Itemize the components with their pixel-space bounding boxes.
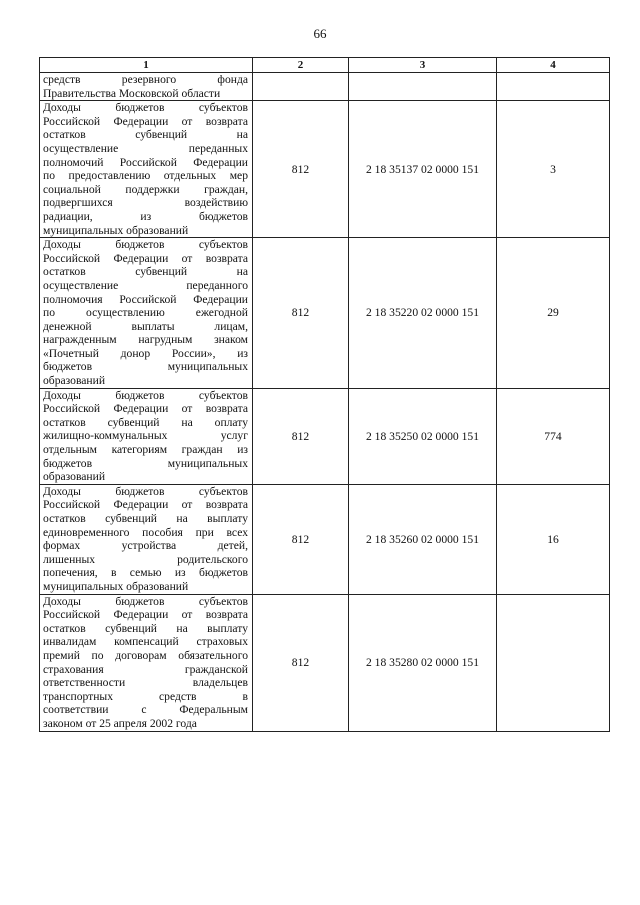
column-header-2: 2 bbox=[253, 58, 349, 73]
description-line: муниципальных образований bbox=[43, 579, 189, 593]
description-line: по предоставлению отдельных мер bbox=[43, 169, 248, 183]
description-line: лишенных родительского bbox=[43, 552, 248, 566]
description-line: соответствии с Федеральным bbox=[43, 703, 248, 717]
description-line: Российской Федерации от возврата bbox=[43, 608, 248, 622]
description-line: «Почетный донор России», из bbox=[43, 346, 248, 360]
description-line: жилищно-коммунальных услуг bbox=[43, 429, 248, 443]
column-header-1: 1 bbox=[40, 58, 253, 73]
description-line: награжденным нагрудным знаком bbox=[43, 333, 248, 347]
description-line: по осуществлению ежегодной bbox=[43, 306, 248, 320]
admin-code-cell: 812 bbox=[253, 594, 349, 731]
income-description-cell bbox=[40, 388, 253, 484]
table-body bbox=[40, 73, 610, 732]
table-row bbox=[40, 594, 610, 731]
income-code-cell: 2 18 35280 02 0000 151 bbox=[349, 594, 497, 731]
description-line: законом от 25 апреля 2002 года bbox=[43, 716, 197, 730]
description-line: денежной выплаты лицам, bbox=[43, 319, 248, 333]
income-code-cell: 2 18 35220 02 0000 151 bbox=[349, 238, 497, 389]
income-code-cell: 2 18 35137 02 0000 151 bbox=[349, 101, 497, 238]
income-code-cell: 2 18 35260 02 0000 151 bbox=[349, 484, 497, 594]
description-line: остатков субвенций на выплату bbox=[43, 621, 248, 635]
table-row bbox=[40, 484, 610, 594]
income-description-cell bbox=[40, 101, 253, 238]
description-line: средств резервного фонда bbox=[43, 73, 248, 86]
income-code-cell: 2 18 35250 02 0000 151 bbox=[349, 388, 497, 484]
description-line: бюджетов муниципальных bbox=[43, 360, 248, 374]
description-line: полномочия Российской Федерации bbox=[43, 292, 248, 306]
description-line: формах устройства детей, bbox=[43, 539, 248, 553]
amount-cell: 29 bbox=[497, 238, 610, 389]
description-line: Российской Федерации от возврата bbox=[43, 498, 248, 512]
description-line: Доходы бюджетов субъектов bbox=[43, 484, 248, 498]
description-line: подвергшихся воздействию bbox=[43, 196, 248, 210]
description-line: осуществление переданного bbox=[43, 278, 248, 292]
description-line: Доходы бюджетов субъектов bbox=[43, 594, 248, 608]
column-header-3: 3 bbox=[349, 58, 497, 73]
description-line: радиации, из бюджетов bbox=[43, 209, 248, 223]
description-line: попечения, в семью из бюджетов bbox=[43, 566, 248, 580]
description-line: образований bbox=[43, 470, 106, 484]
table-row bbox=[40, 73, 610, 101]
description-line: остатков субвенций на оплату bbox=[43, 415, 248, 429]
income-description-cell bbox=[40, 238, 253, 389]
description-line: полномочий Российской Федерации bbox=[43, 155, 248, 169]
table-header-row bbox=[40, 58, 610, 73]
income-description-cell bbox=[40, 484, 253, 594]
table-row bbox=[40, 238, 610, 389]
page-number: 66 bbox=[313, 26, 327, 41]
description-line: социальной поддержки граждан, bbox=[43, 182, 248, 196]
amount-cell bbox=[497, 594, 610, 731]
income-description-cell bbox=[40, 594, 253, 731]
description-line: Доходы бюджетов субъектов bbox=[43, 388, 248, 402]
description-line: отдельным категориям граждан из bbox=[43, 443, 248, 457]
description-line: Российской Федерации от возврата bbox=[43, 251, 248, 265]
description-line: остатков субвенций на выплату bbox=[43, 512, 248, 525]
description-line: премий по договорам обязательного bbox=[43, 648, 248, 662]
description-line: остатков субвенций на bbox=[43, 265, 248, 279]
admin-code-cell bbox=[253, 73, 349, 101]
description-line: муниципальных образований bbox=[43, 223, 189, 237]
income-code-cell bbox=[349, 73, 497, 101]
description-line: Российской Федерации от возврата bbox=[43, 114, 248, 128]
description-line: остатков субвенций на bbox=[43, 128, 248, 142]
amount-cell: 16 bbox=[497, 484, 610, 594]
table-row bbox=[40, 388, 610, 484]
amount-cell: 774 bbox=[497, 388, 610, 484]
description-line: образований bbox=[43, 374, 106, 388]
description-line: бюджетов муниципальных bbox=[43, 456, 248, 470]
admin-code-cell: 812 bbox=[253, 101, 349, 238]
admin-code-cell: 812 bbox=[253, 388, 349, 484]
admin-code-cell: 812 bbox=[253, 238, 349, 389]
description-line: Правительства Московской области bbox=[43, 86, 221, 100]
description-line: страхования гражданской bbox=[43, 662, 248, 676]
amount-cell bbox=[497, 73, 610, 101]
column-header-4: 4 bbox=[497, 58, 610, 73]
revenue-table bbox=[39, 57, 610, 732]
description-line: осуществление переданных bbox=[43, 141, 248, 155]
income-description-cell bbox=[40, 73, 253, 101]
amount-cell: 3 bbox=[497, 101, 610, 238]
description-line: транспортных средств в bbox=[43, 689, 248, 703]
description-line: единовременного пособия при всех bbox=[43, 525, 248, 539]
table-row bbox=[40, 101, 610, 238]
description-line: инвалидам компенсаций страховых bbox=[43, 635, 248, 649]
admin-code-cell: 812 bbox=[253, 484, 349, 594]
description-line: ответственности владельцев bbox=[43, 676, 248, 690]
description-line: Доходы бюджетов субъектов bbox=[43, 101, 248, 115]
description-line: Российской Федерации от возврата bbox=[43, 402, 248, 416]
description-line: Доходы бюджетов субъектов bbox=[43, 238, 248, 252]
